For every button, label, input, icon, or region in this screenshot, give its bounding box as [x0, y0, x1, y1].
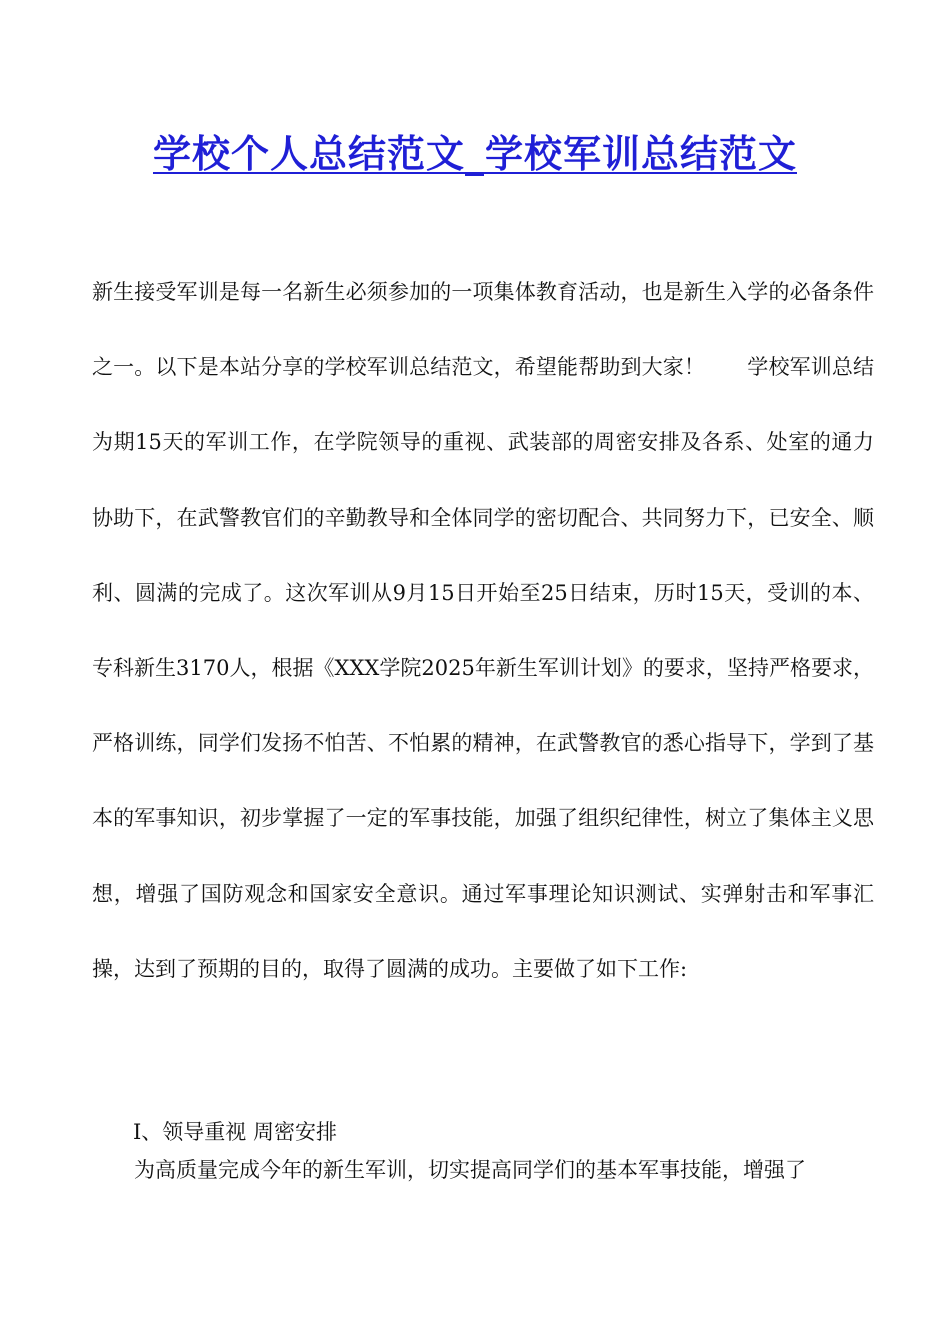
section-heading: I、领导重视 周密安排: [133, 1120, 337, 1144]
title-link[interactable]: 学校个人总结范文_学校军训总结范文: [152, 131, 797, 176]
body-paragraph: 新生接受军训是每一名新生必须参加的一项集体教育活动，也是新生入学的必备条件之一。以下是本站分享的学校军训总结范文，希望能帮助到大家！ 学校军训总结 为期15天的军训工作，在学院领导的重视、武装部的周密安排及各系、处室的通力协助下，在武警教官们的辛勤教导和全体同学的密切配合、共同努力下，已安全、顺利、圆满的完成了。这次军训从9月15日开始至25日结束，历时15天，受训的本、专科新生3170人，根据《XXX学院2025年新生军训计划》的要求，坚持严格要求，严格训练，同学们发扬不怕苦、不怕累的精神，在武警教官的悉心指导下，学到了基本的军事知识，初步掌握了一定的军事技能，加强了组织纪律性，树立了集体主义思想，增强了国防观念和国家安全意识。通过军事理论知识测试、实弹射击和军事汇操，达到了预期的目的，取得了圆满的成功。主要做了如下工作:: [92, 280, 916, 981]
body-paragraph-continued: 为高质量完成今年的新生军训，切实提高同学们的基本军事技能，增强了: [134, 1158, 806, 1182]
document-title: [0, 126, 950, 182]
